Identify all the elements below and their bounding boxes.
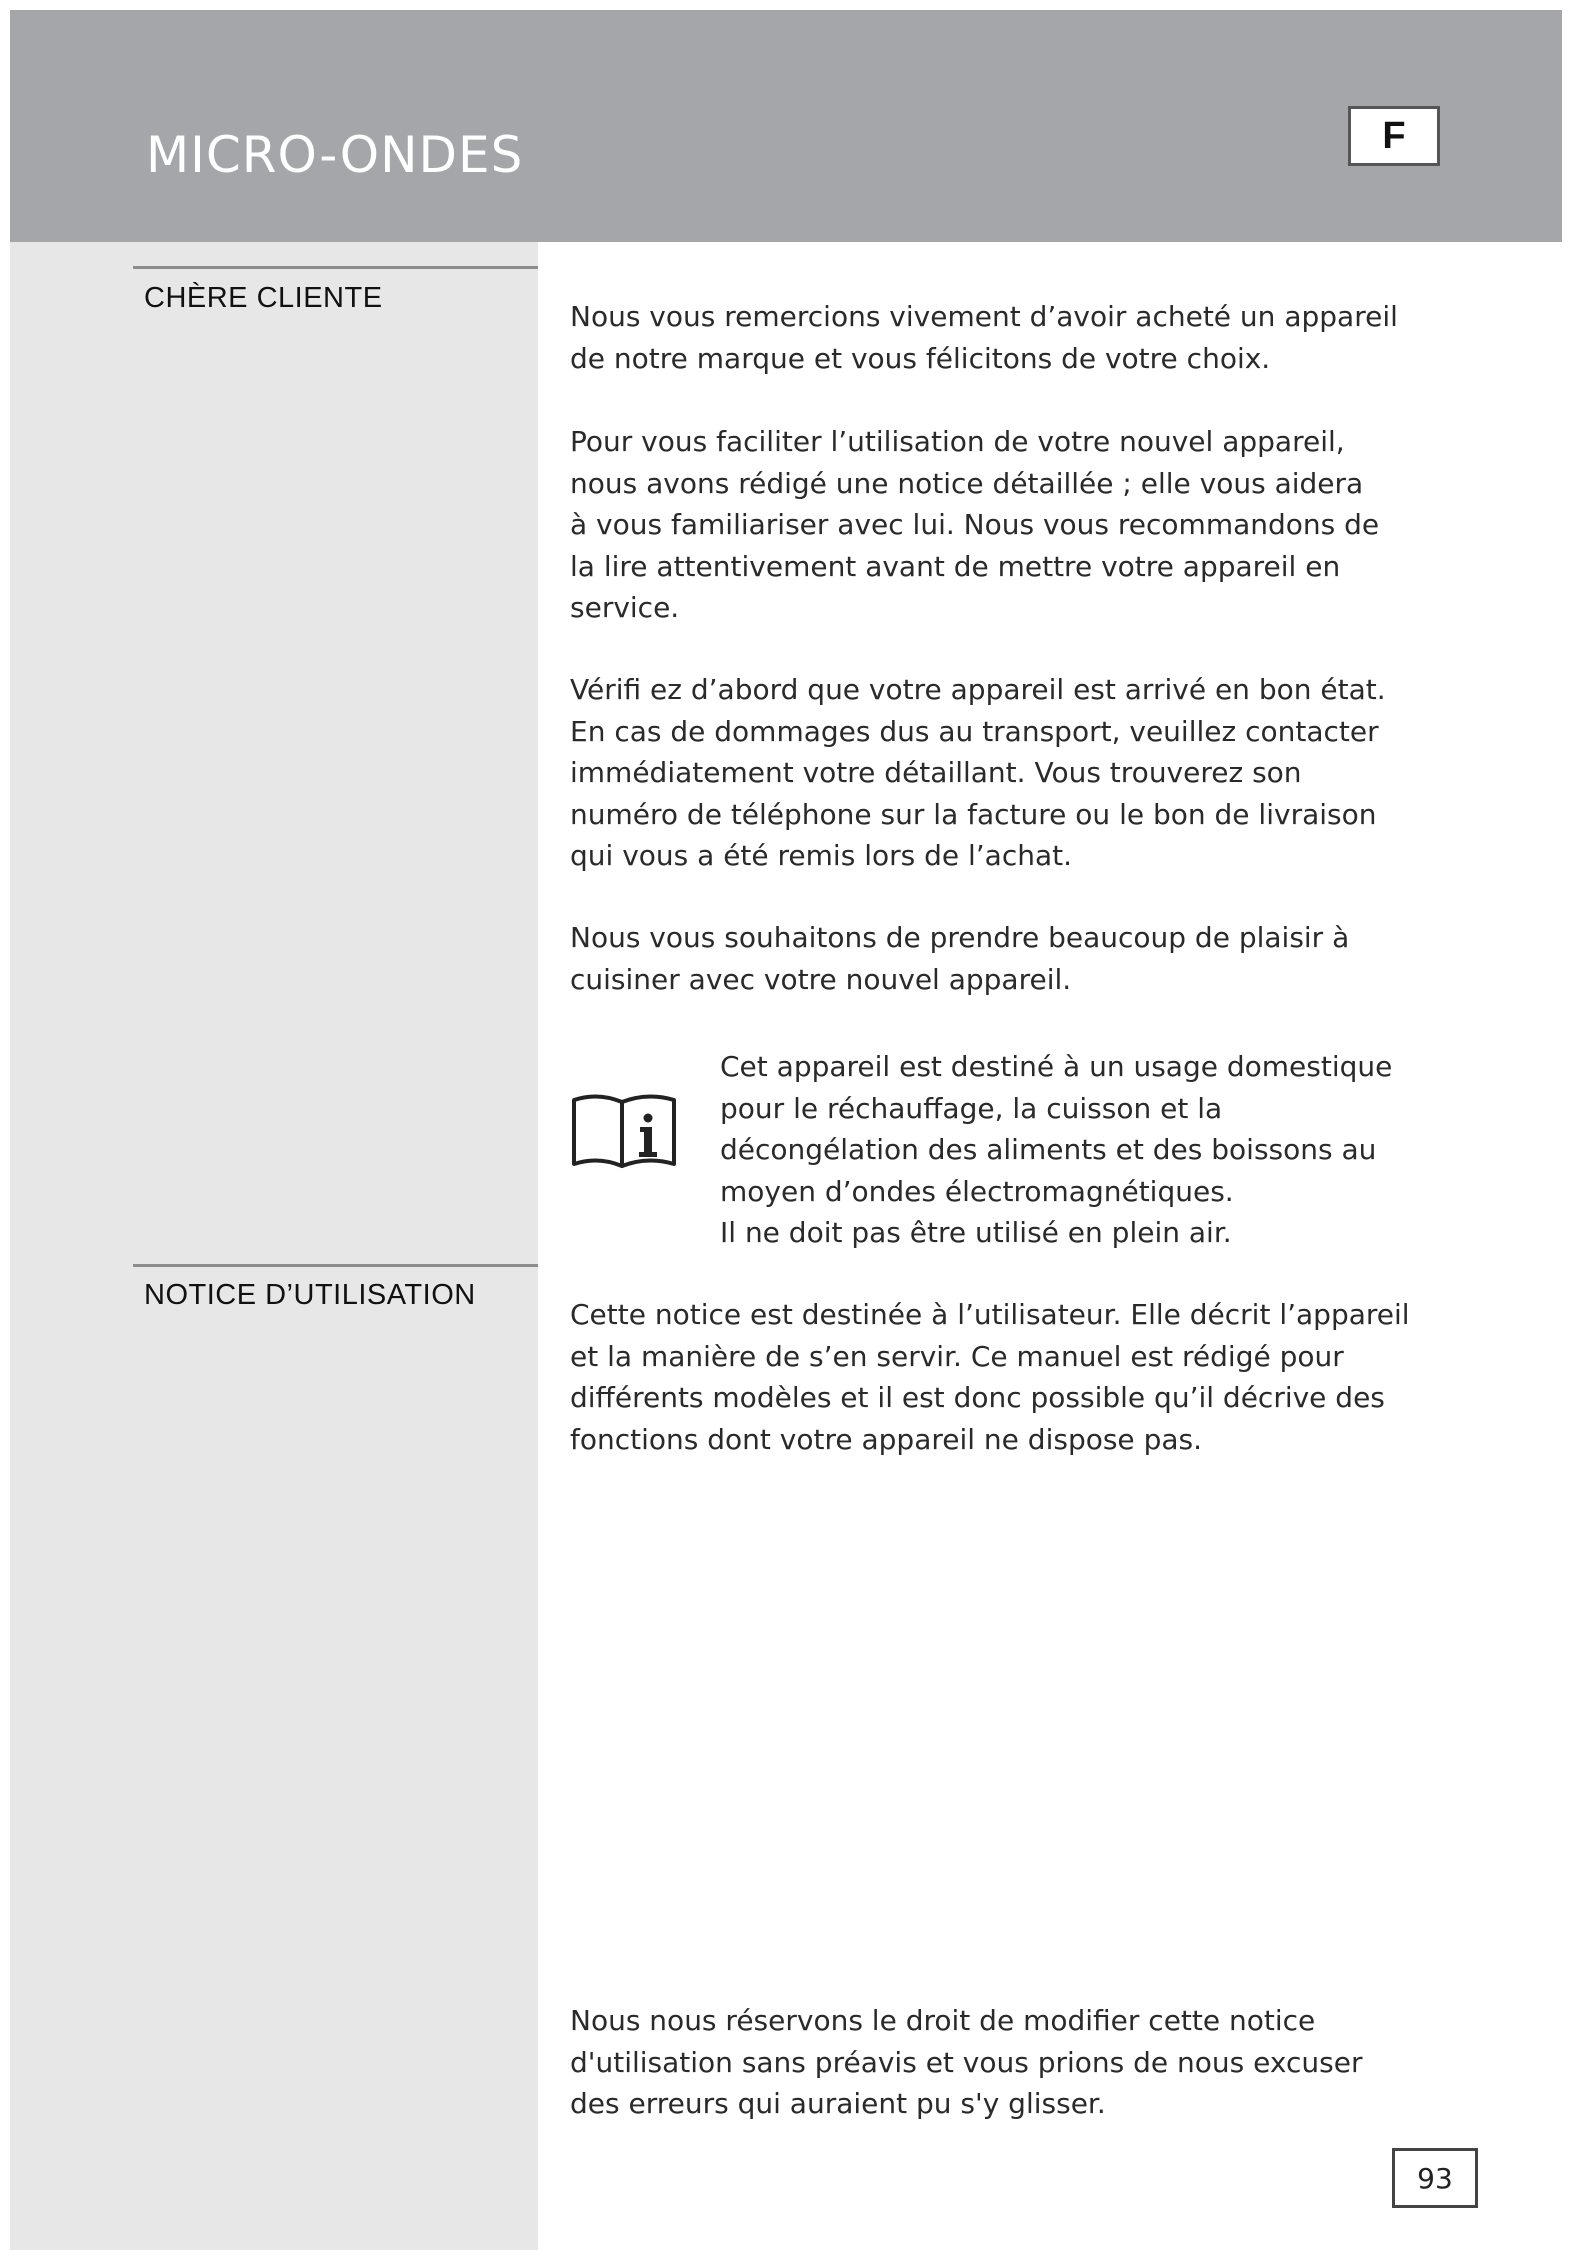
paragraph-enjoy: Nous vous souhaitons de prendre beaucoup de plaisir à cuisiner avec votre nouvel appareil. (570, 921, 1350, 996)
page-number: 93 (1392, 2148, 1478, 2208)
section-label-notice: NOTICE D’UTILISATION (144, 1279, 476, 1311)
sidebar (10, 242, 538, 2250)
section-divider (133, 266, 538, 269)
disclaimer: Nous nous réservons le droit de modifier cette notice d'utilisation sans préavis et vous prions de nous excuser des erreurs qui auraient pu s'y glisser. (570, 2004, 1363, 2120)
paragraph-thanks: Nous vous remercions vivement d’avoir acheté un appareil de notre marque et vous félicitons de votre choix. (570, 300, 1398, 375)
paragraph-notice: Cette notice est destinée à l’utilisateur. Elle décrit l’appareil et la manière de s’en servir. Ce manuel est rédigé pour différents modèles et il est donc possible qu’il décrive des fonctions dont votre appareil ne dispose pas. (570, 1298, 1410, 1456)
page-title: MICRO-ONDES (146, 125, 524, 184)
language-badge: F (1348, 106, 1440, 166)
paragraph-notice-intro: Pour vous faciliter l’utilisation de votre nouvel appareil, nous avons rédigé une notice détaillée ; elle vous aidera à vous familiariser avec lui. Nous vous recommandons de la lire attentivement avant de mettre votre appareil en service. (570, 425, 1380, 624)
info-note: Cet appareil est destiné à un usage domestique pour le réchauffage, la cuisson et la décongélation des aliments et des boissons au moyen d’ondes électromagnétiques. Il ne doit pas être utilisé en plein air. (720, 1050, 1393, 1249)
section-label-chere-cliente: CHÈRE CLIENTE (144, 282, 383, 314)
section-divider (133, 1264, 538, 1267)
paragraph-check-condition: Vérifi ez d’abord que votre appareil est arrivé en bon état. En cas de dommages dus au transport, veuillez contacter immédiatement votre détaillant. Vous trouverez son numéro de téléphone sur la facture ou le bon de livraison qui vous a été remis lors de l’achat. (570, 673, 1386, 872)
info-manual-icon (570, 1092, 680, 1172)
